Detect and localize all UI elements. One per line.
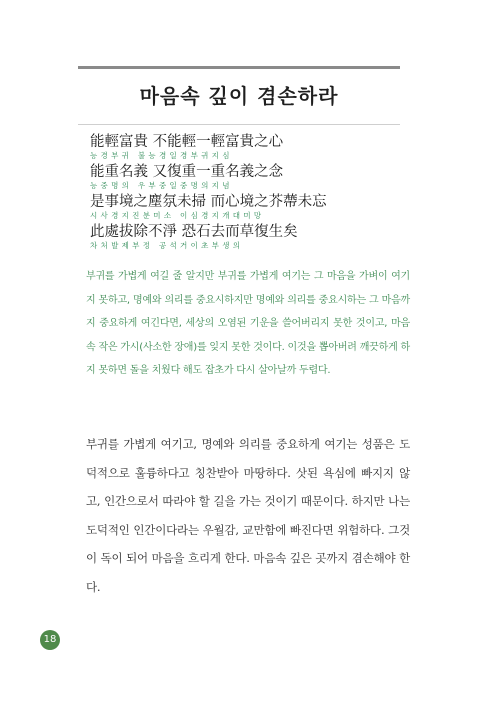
commentary-paragraph: 부귀를 가볍게 여기고, 명예와 의리를 중요하게 여기는 성품은 도덕적으로 훌륭하다고 칭찬받아 마땅하다. 삿된 욕심에 빠지지 않고, 인간으로서 따라야 할 길을 가는 것이기 때문이다. 하지만 나는 도덕적인 인간이다라는 우월감, 교만함에 빠진다면 위험하다. 그것이 독이 되어 마음을 흐리게 한다. 마음속 깊은 곳까지 겸손해야 한다. (86, 437, 410, 594)
title-bottom-rule (78, 124, 400, 125)
page-number-badge: 18 (40, 630, 60, 650)
hanja-line-2: 能重名義 又復重一重名義之念 (90, 164, 284, 180)
reading-line-2: 능중명의 우부중일중명의지념 (90, 181, 233, 190)
reading-line-3: 시사경지진분미소 이심경지개대미망 (90, 211, 265, 220)
hanja-line-3: 是事境之塵氛未掃 而心境之芥蔕未忘 (90, 194, 327, 210)
reading-line-4: 차처발제부정 공석거이초부생의 (90, 241, 244, 250)
hanja-line-1: 能輕富貴 不能輕一輕富貴之心 (90, 134, 284, 150)
translation-paragraph: 부귀를 가볍게 여길 줄 알지만 부귀를 가볍게 여기는 그 마음을 가벼이 여기지 못하고, 명예와 의리를 중요시하지만 명예와 의리를 중요시하는 그 마음까지 중요하게 여긴다면, 세상의 오염된 기운을 쓸어버리지 못한 것이고, 마음속 작은 가시(사소한 장애)를 잊지 못한 것이다. 이것을 뽑아버려 깨끗하게 하지 못하면 돌을 치웠다 해도 잡초가 다시 살아날까 두렵다. (86, 271, 410, 376)
hanja-line-4: 此處拔除不淨 恐石去而草復生矣 (90, 224, 298, 240)
hanja-verse (90, 134, 410, 254)
reading-line-1: 능경부귀 불능경일경부귀지심 (90, 151, 233, 160)
title-top-rule (78, 66, 400, 69)
page-title: 마음속 깊이 겸손하라 (139, 84, 339, 108)
